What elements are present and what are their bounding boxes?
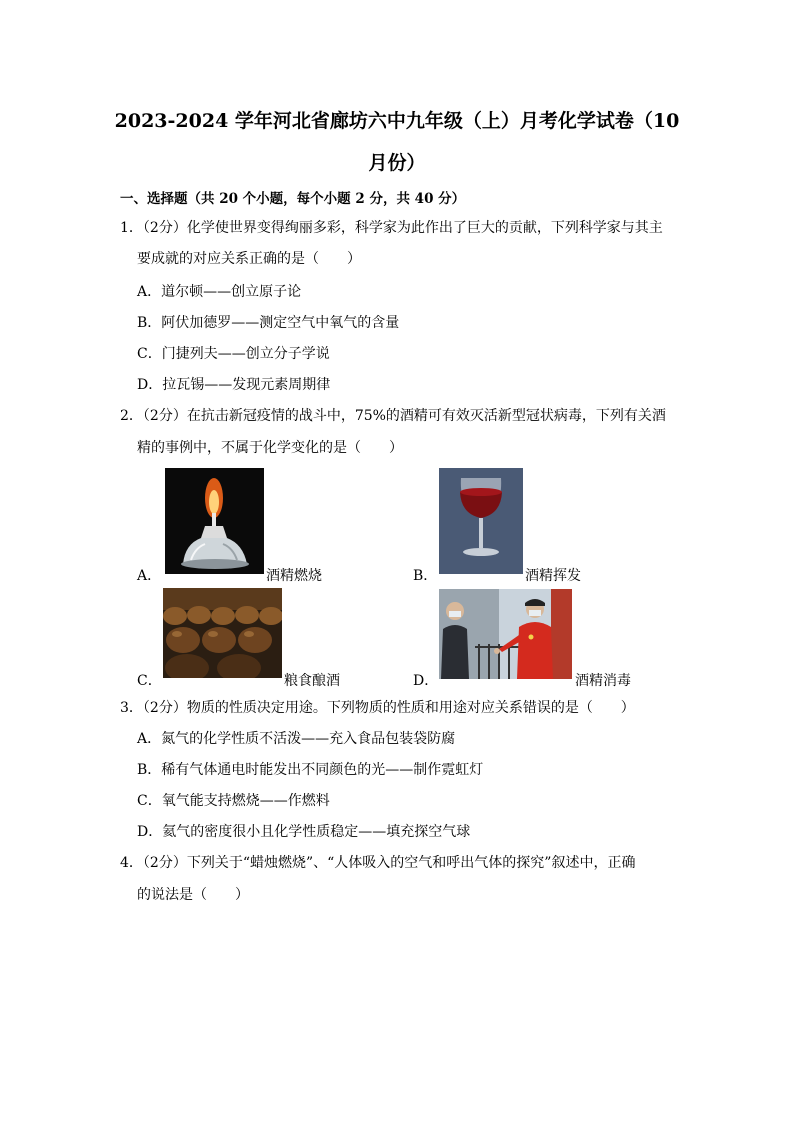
q3-option-d: D．氦气的密度很小且化学性质稳定——填充探空气球	[137, 824, 471, 840]
section-heading: 一、选择题（共 20 个小题，每个小题 2 分，共 40 分）	[120, 191, 466, 207]
q1-stem-line1: 1．（2分）化学使世界变得绚丽多彩，科学家为此作出了巨大的贡献，下列科学家与其主	[120, 220, 663, 236]
q2-option-d-letter: D．	[413, 673, 439, 689]
q3-option-a: A．氮气的化学性质不活泼——充入食品包装袋防腐	[137, 731, 456, 747]
q2-stem-line2: 精的事例中，不属于化学变化的是（ ）	[137, 440, 403, 456]
q1-option-c: C．门捷列夫——创立分子学说	[137, 346, 330, 362]
exam-title-line1: 2023-2024 学年河北省廊坊六中九年级（上）月考化学试卷（10	[114, 110, 680, 132]
q4-stem-line1: 4．（2分）下列关于“蜡烛燃烧”、“人体吸入的空气和呼出气体的探究”叙述中，正确	[120, 855, 636, 871]
q1-option-b: B．阿伏加德罗——测定空气中氧气的含量	[137, 315, 400, 331]
q4-stem-line2: 的说法是（ ）	[137, 887, 249, 903]
q2-option-c-caption: 粮食酿酒	[284, 673, 340, 689]
exam-title-line2: 月份）	[368, 152, 426, 174]
q3-option-c: C．氧气能支持燃烧——作燃料	[137, 793, 330, 809]
q2-option-c-letter: C．	[137, 673, 162, 689]
q2-option-a-letter: A．	[137, 568, 162, 584]
q3-stem-line1: 3．（2分）物质的性质决定用途。下列物质的性质和用途对应关系错误的是（ ）	[120, 700, 635, 716]
q2-option-b-caption: 酒精挥发	[525, 568, 581, 584]
q1-option-d: D．拉瓦锡——发现元素周期律	[137, 377, 331, 393]
disinfection-workers-image	[439, 589, 572, 679]
brewing-jars-image	[163, 588, 282, 678]
q2-option-a-caption: 酒精燃烧	[266, 568, 322, 584]
wine-glass-image	[439, 468, 523, 574]
q2-option-d-caption: 酒精消毒	[575, 673, 631, 689]
q3-option-b: B．稀有气体通电时能发出不同颜色的光——制作霓虹灯	[137, 762, 484, 778]
q2-option-b-letter: B．	[413, 568, 438, 584]
q2-stem-line1: 2．（2分）在抗击新冠疫情的战斗中，75%的酒精可有效灭活新型冠状病毒，下列有关酒	[120, 408, 666, 424]
q1-option-a: A．道尔顿——创立原子论	[137, 284, 302, 300]
alcohol-lamp-burning-image	[165, 468, 264, 574]
q1-stem-line2: 要成就的对应关系正确的是（ ）	[137, 251, 361, 267]
